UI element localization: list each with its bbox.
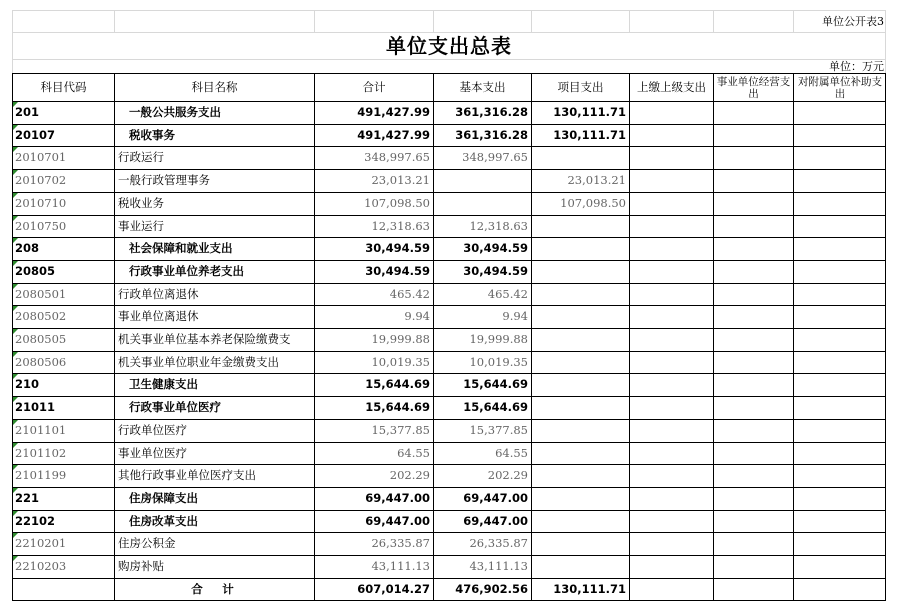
table-border: [12, 600, 886, 601]
row-total: 10,019.35: [371, 354, 430, 369]
total-basic: 476,902.56: [455, 581, 528, 596]
column-header: 事业单位经营支出: [716, 75, 791, 100]
row-name: 税收事务: [129, 127, 175, 142]
row-name: 卫生健康支出: [129, 377, 198, 392]
row-project: [532, 284, 629, 306]
table-border: [531, 73, 532, 601]
row-total: 491,427.99: [357, 127, 430, 142]
row-basic: 10,019.35: [469, 354, 528, 369]
row-project: [532, 306, 629, 328]
row-code: 2010701: [15, 150, 67, 165]
table-border: [12, 260, 886, 261]
table-border: [12, 124, 886, 125]
gridline: [629, 10, 630, 32]
table-border: [314, 73, 315, 601]
gridline: [433, 10, 434, 32]
table-border: [713, 73, 714, 601]
row-name: 住房保障支出: [129, 490, 198, 505]
table-border: [12, 487, 886, 488]
column-header: 项目支出: [557, 79, 604, 94]
row-total: 15,644.69: [365, 377, 430, 392]
row-basic: 202.29: [487, 468, 528, 483]
total-project: 130,111.71: [553, 581, 626, 596]
cell-marker-icon: [13, 261, 18, 266]
row-code: 201: [15, 105, 40, 120]
row-total: 348,997.65: [364, 150, 430, 165]
table-border: [12, 419, 886, 420]
row-basic: 64.55: [495, 445, 528, 460]
row-basic: 12,318.63: [469, 218, 528, 233]
row-code: 210: [15, 377, 40, 392]
cell-marker-icon: [13, 352, 18, 357]
gridline: [12, 10, 13, 73]
gridline: [793, 10, 794, 32]
row-project: 23,013.21: [567, 173, 626, 188]
gridline: [12, 10, 886, 11]
column-header: 上缴上级支出: [637, 79, 706, 94]
row-code: 22102: [15, 513, 56, 528]
row-total: 69,447.00: [365, 513, 430, 528]
table-border: [12, 101, 886, 102]
table-border: [12, 555, 886, 556]
row-basic: 361,316.28: [455, 127, 528, 142]
row-code: 2210201: [15, 536, 67, 551]
row-name: 社会保障和就业支出: [129, 241, 233, 256]
row-project: [532, 374, 629, 396]
row-total: 491,427.99: [357, 105, 430, 120]
row-total: 9.94: [404, 309, 430, 324]
row-total: 69,447.00: [365, 490, 430, 505]
row-total: 30,494.59: [365, 241, 430, 256]
cell-marker-icon: [13, 488, 18, 493]
row-total: 465.42: [389, 286, 430, 301]
row-code: 2101101: [15, 422, 67, 437]
row-project: [532, 420, 629, 442]
cell-marker-icon: [13, 443, 18, 448]
row-total: 26,335.87: [371, 536, 430, 551]
row-project: 130,111.71: [553, 127, 626, 142]
row-code: 2010750: [15, 218, 67, 233]
table-border: [12, 73, 886, 74]
row-basic: 348,997.65: [462, 150, 528, 165]
cell-marker-icon: [13, 193, 18, 198]
column-header: 科目代码: [40, 79, 87, 94]
row-name: 其他行政事业单位医疗支出: [118, 468, 256, 483]
table-border: [12, 73, 13, 601]
table-border: [12, 510, 886, 511]
row-basic: 9.94: [502, 309, 528, 324]
gridline: [114, 10, 115, 32]
row-code: 2101102: [15, 445, 67, 460]
row-code: 20805: [15, 263, 56, 278]
row-code: 221: [15, 490, 40, 505]
row-name: 行政运行: [118, 150, 164, 165]
column-header: 合计: [362, 79, 386, 94]
table-border: [12, 328, 886, 329]
cell-marker-icon: [13, 306, 18, 311]
row-project: [532, 556, 629, 578]
row-name: 行政事业单位医疗: [129, 400, 221, 415]
page-title: 单位支出总表: [386, 33, 512, 58]
row-total: 19,999.88: [371, 332, 430, 347]
row-project: [532, 533, 629, 555]
cell-marker-icon: [13, 102, 18, 107]
row-total: 23,013.21: [371, 173, 430, 188]
row-project: 107,098.50: [560, 195, 626, 210]
row-code: 2010710: [15, 195, 67, 210]
row-code: 2010702: [15, 173, 67, 188]
cell-marker-icon: [13, 284, 18, 289]
table-border: [12, 373, 886, 374]
row-total: 15,644.69: [365, 400, 430, 415]
cell-marker-icon: [13, 125, 18, 130]
row-basic: 43,111.13: [469, 559, 528, 574]
row-basic: 19,999.88: [469, 332, 528, 347]
row-project: [532, 238, 629, 260]
cell-marker-icon: [13, 147, 18, 152]
row-name: 购房补贴: [118, 559, 164, 574]
row-code: 2080501: [15, 286, 67, 301]
row-basic: 15,377.85: [469, 422, 528, 437]
table-border: [12, 237, 886, 238]
cell-marker-icon: [13, 533, 18, 538]
row-code: 20107: [15, 127, 56, 142]
table-border: [12, 215, 886, 216]
row-name: 事业单位离退休: [118, 309, 199, 324]
row-basic: 361,316.28: [455, 105, 528, 120]
row-name: 行政事业单位养老支出: [129, 263, 244, 278]
cell-marker-icon: [13, 374, 18, 379]
table-border: [12, 146, 886, 147]
row-basic: 15,644.69: [463, 400, 528, 415]
row-name: 事业单位医疗: [118, 445, 187, 460]
gridline: [531, 10, 532, 32]
row-basic: 15,644.69: [463, 377, 528, 392]
row-total: 64.55: [397, 445, 430, 460]
row-total: 43,111.13: [371, 559, 430, 574]
table-border: [433, 73, 434, 601]
row-name: 行政单位离退休: [118, 286, 199, 301]
unit-label: 单位：万元: [829, 59, 884, 73]
row-basic: 26,335.87: [469, 536, 528, 551]
cell-marker-icon: [13, 511, 18, 516]
total-sum: 607,014.27: [357, 581, 430, 596]
row-name: 税收业务: [118, 195, 164, 210]
row-code: 21011: [15, 400, 56, 415]
column-header: 科目名称: [191, 79, 238, 94]
table-border: [629, 73, 630, 601]
row-project: [532, 511, 629, 533]
cell-marker-icon: [13, 397, 18, 402]
column-header: 基本支出: [459, 79, 506, 94]
row-code: 2080505: [15, 332, 67, 347]
row-basic: [434, 193, 531, 215]
row-total: 202.29: [389, 468, 430, 483]
spreadsheet: [12, 10, 886, 603]
row-name: 机关事业单位基本养老保险缴费支: [118, 332, 291, 347]
row-code: 2080502: [15, 309, 67, 324]
gridline: [314, 10, 315, 32]
table-border: [12, 396, 886, 397]
gridline: [713, 10, 714, 32]
table-border: [12, 442, 886, 443]
row-code: 2080506: [15, 354, 67, 369]
row-total: 30,494.59: [365, 263, 430, 278]
row-basic: 30,494.59: [463, 241, 528, 256]
row-code: 208: [15, 241, 40, 256]
row-name: 机关事业单位职业年金缴费支出: [118, 354, 279, 369]
total-label: 合 计: [191, 581, 238, 596]
row-total: 12,318.63: [371, 218, 430, 233]
cell-marker-icon: [13, 329, 18, 334]
row-name: 一般行政管理事务: [118, 173, 210, 188]
row-code: 2101199: [15, 468, 67, 483]
cell-marker-icon: [13, 465, 18, 470]
table-border: [885, 73, 886, 601]
row-project: [532, 397, 629, 419]
row-project: [532, 261, 629, 283]
row-total: 15,377.85: [371, 422, 430, 437]
cell-marker-icon: [13, 238, 18, 243]
row-project: [532, 352, 629, 374]
row-name: 住房公积金: [118, 536, 176, 551]
row-name: 行政单位医疗: [118, 422, 187, 437]
gridline: [12, 32, 886, 33]
row-basic: 69,447.00: [463, 513, 528, 528]
table-border: [12, 578, 886, 579]
table-border: [793, 73, 794, 601]
table-border: [12, 532, 886, 533]
row-code: 2210203: [15, 559, 67, 574]
row-name: 一般公共服务支出: [129, 105, 221, 120]
cell-marker-icon: [13, 170, 18, 175]
row-name: 事业运行: [118, 218, 164, 233]
form-number: 单位公开表3: [822, 14, 884, 28]
table-border: [12, 169, 886, 170]
gridline: [885, 10, 886, 73]
row-project: [532, 329, 629, 351]
cell-marker-icon: [13, 556, 18, 561]
table-border: [12, 305, 886, 306]
row-project: [532, 216, 629, 238]
row-total: 107,098.50: [364, 195, 430, 210]
table-border: [12, 192, 886, 193]
table-border: [12, 464, 886, 465]
row-project: [532, 443, 629, 465]
row-project: [532, 488, 629, 510]
row-project: 130,111.71: [553, 105, 626, 120]
row-basic: 30,494.59: [463, 263, 528, 278]
gridline: [12, 59, 886, 60]
cell-marker-icon: [13, 216, 18, 221]
row-basic: [434, 170, 531, 192]
row-name: 住房改革支出: [129, 513, 198, 528]
row-project: [532, 465, 629, 487]
row-project: [532, 147, 629, 169]
row-basic: 465.42: [487, 286, 528, 301]
table-border: [114, 73, 115, 601]
cell-marker-icon: [13, 420, 18, 425]
row-basic: 69,447.00: [463, 490, 528, 505]
column-header: 对附属单位补助支出: [798, 75, 882, 100]
table-border: [12, 283, 886, 284]
table-border: [12, 351, 886, 352]
